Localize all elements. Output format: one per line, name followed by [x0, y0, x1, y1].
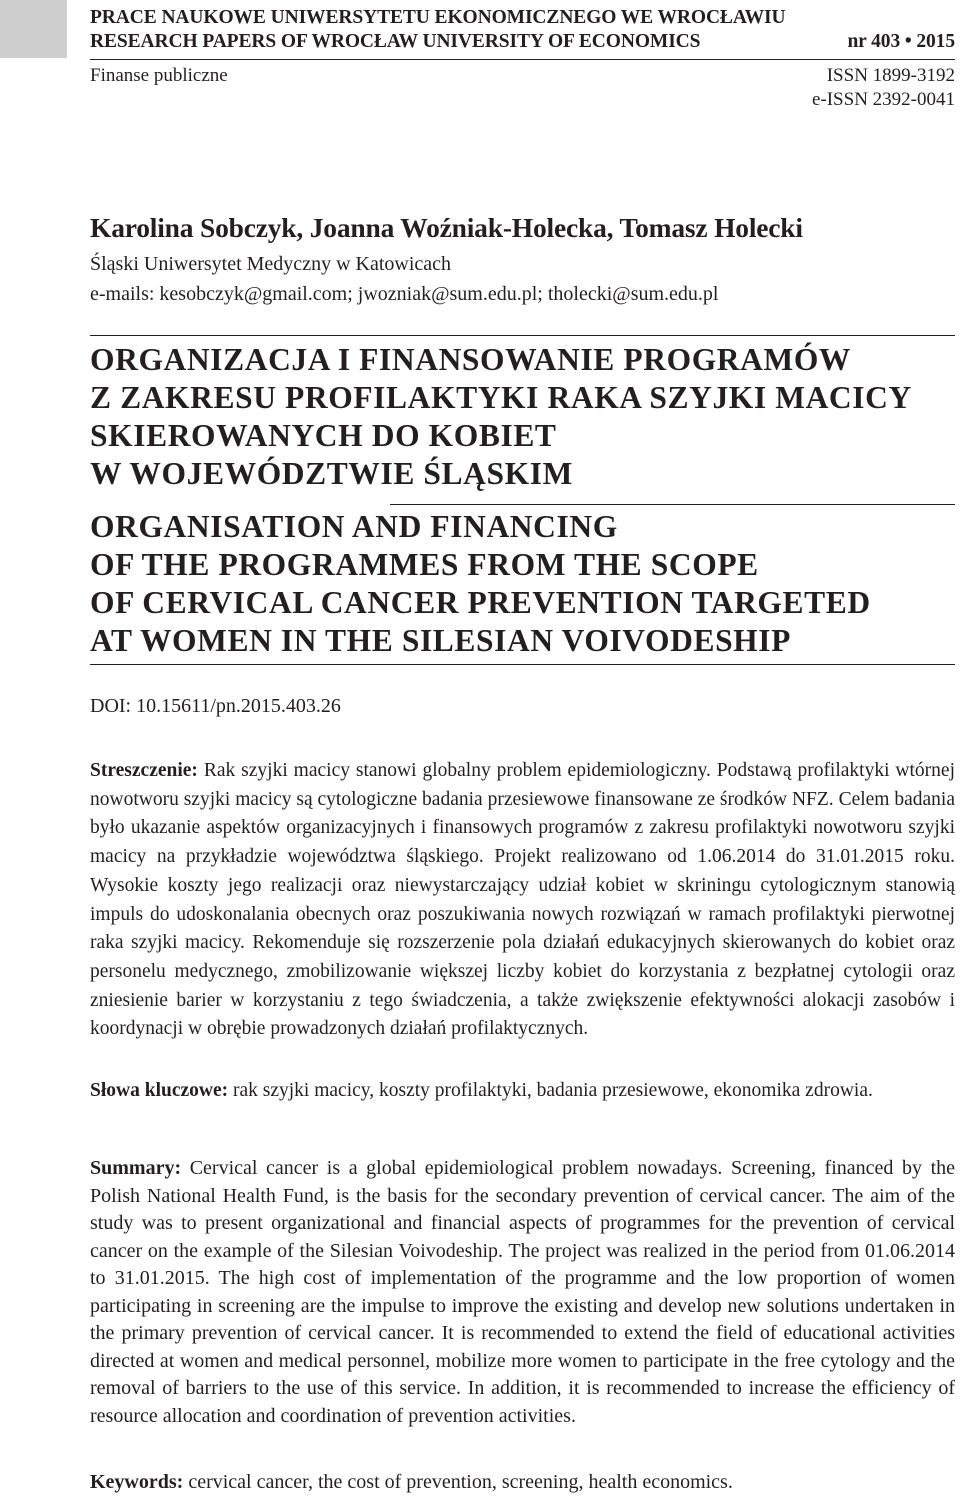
keywords-pl-label: Słowa kluczowe: — [90, 1080, 229, 1101]
title-english — [90, 508, 960, 660]
keywords-en-label: Keywords: — [90, 1471, 184, 1493]
e-issn: e-ISSN 2392-0041 — [811, 89, 955, 110]
title-rule-top — [90, 335, 955, 336]
journal-issue: nr 403 • 2015 — [847, 31, 955, 52]
abstract-pl-label: Streszczenie: — [90, 760, 198, 781]
emails: e-mails: kesobczyk@gmail.com; jwozniak@sum.edu.pl; tholecki@sum.edu.pl — [90, 283, 719, 305]
abstract-en-text: Cervical cancer is a global epidemiological problem nowadays. Screening, financed by the Polish National Health Fund, is the basis for the secondary prevention of cervical cancer. The aim of the study was to present organizational and financial aspects of programmes for the prevention of cervical cancer on the example of the Silesian Voivodeship. The project was realized in the period from 01.06.2014 to 31.01.2015. The high cost of implementation of the programme and the low proportion of women participating in screening are the impulse to improve the existing and develop new solutions undertaken in the primary prevention of cervical cancer. It is recommended to extend the field of educational activities directed at women and medical personnel, mobilize more women to participate in the free cytology and the removal of barriers to the use of this service. In addition, it is recommended to increase the efficiency of resource allocation and coordination of prevention activities. — [90, 1157, 955, 1427]
corner-grey-box — [0, 0, 67, 58]
journal-header — [90, 6, 955, 54]
title-pl-line: Z ZAKRESU PROFILAKTYKI RAKA SZYJKI MACICY — [90, 380, 912, 415]
header-rule — [90, 59, 955, 60]
abstract-polish — [90, 757, 955, 1044]
abstract-english — [90, 1155, 955, 1430]
abstract-en-label: Summary: — [90, 1157, 182, 1179]
journal-name-en-row — [90, 30, 955, 54]
title-rule-middle — [390, 504, 955, 505]
title-en-line: ORGANISATION AND FINANCING — [90, 509, 618, 544]
title-en-line: OF CERVICAL CANCER PREVENTION TARGETED — [90, 585, 871, 620]
title-en-line: AT WOMEN IN THE SILESIAN VOIVODESHIP — [90, 623, 791, 658]
issn-block — [812, 64, 955, 112]
title-pl-line: ORGANIZACJA I FINANSOWANIE PROGRAMÓW — [90, 342, 852, 377]
keywords-en-text: cervical cancer, the cost of prevention, screening, health economics. — [188, 1471, 733, 1493]
doi: DOI: 10.15611/pn.2015.403.26 — [90, 695, 341, 717]
title-pl-line: SKIEROWANYCH DO KOBIET — [90, 418, 557, 453]
keywords-pl-text: rak szyjki macicy, koszty profilaktyki, badania przesiewowe, ekonomika zdrowia. — [233, 1080, 873, 1101]
keywords-polish — [90, 1077, 955, 1106]
series-name: Finanse publiczne — [90, 65, 228, 86]
affiliation-block — [90, 249, 718, 309]
title-polish — [90, 341, 960, 493]
title-rule-bottom — [90, 664, 955, 665]
title-pl-line: W WOJEWÓDZTWIE ŚLĄSKIM — [90, 456, 573, 491]
series-row — [90, 64, 955, 112]
affiliation: Śląski Uniwersytet Medyczny w Katowicach — [90, 253, 452, 275]
issn: ISSN 1899-3192 — [826, 65, 955, 86]
abstract-pl-text: Rak szyjki macicy stanowi globalny problem epidemiologiczny. Podstawą profilaktyki wtórnej nowotworu szyjki macicy są cytologiczne badania przesiewowe finansowane ze środków NFZ. Celem badania było ukazanie aspektów organizacyjnych i finansowych programów z zakresu profilaktyki nowotworu szyjki macicy na przykładzie województwa śląskiego. Projekt realizowano od 1.06.2014 do 31.01.2015 roku. Wysokie koszty jego realizacji oraz niewystarczający udział kobiet w skriningu cytologicznym stanowią impuls do udoskonalania obecnych oraz poszukiwania nowych rozwiązań w ramach profilaktyki pierwotnej raka szyjki macicy. Rekomenduje się rozszerzenie pola działań edukacyjnych skierowanych do kobiet oraz personelu medycznego, zmobilizowanie większej liczby kobiet do korzystania z bezpłatnej cytologii oraz zniesienie barier w korzystaniu z tego świadczenia, a także zwiększenie efektywności alokacji zasobów i koordynacji w obrębie prowadzonych działań profilaktycznych. — [90, 760, 955, 1040]
keywords-english — [90, 1469, 955, 1496]
authors: Karolina Sobczyk, Joanna Woźniak-Holecka, Tomasz Holecki — [90, 212, 803, 243]
journal-name-en: RESEARCH PAPERS OF WROCŁAW UNIVERSITY OF ECONOMICS — [90, 31, 701, 52]
title-en-line: OF THE PROGRAMMES FROM THE SCOPE — [90, 547, 759, 582]
journal-name-pl: PRACE NAUKOWE UNIWERSYTETU EKONOMICZNEGO WE WROCŁAWIU — [90, 7, 786, 28]
